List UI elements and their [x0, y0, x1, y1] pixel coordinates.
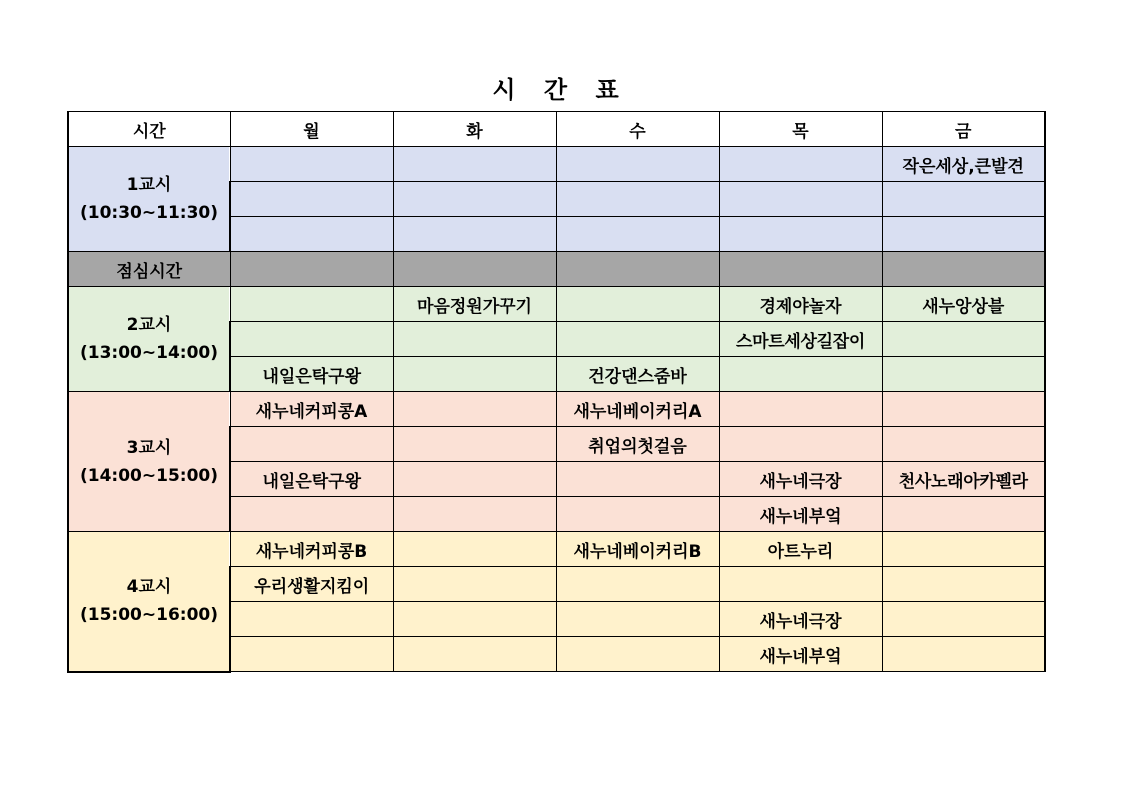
page-title: 시 간 표 — [492, 76, 629, 104]
cell: 새누앙상블 — [882, 287, 1045, 322]
lunch-row — [68, 252, 1045, 287]
cell — [230, 182, 393, 217]
cell: 새누네부엌 — [719, 637, 882, 672]
cell: 건강댄스줌바 — [556, 357, 719, 392]
period-name: 2교시 — [126, 315, 172, 335]
cell — [230, 252, 393, 287]
cell — [393, 322, 556, 357]
cell — [556, 567, 719, 602]
cell — [719, 252, 882, 287]
period1-row-1 — [68, 147, 1045, 182]
cell — [719, 567, 882, 602]
cell — [719, 427, 882, 462]
cell — [882, 217, 1045, 252]
cell — [393, 637, 556, 672]
cell: 경제야놀자 — [719, 287, 882, 322]
cell — [230, 497, 393, 532]
cell — [230, 287, 393, 322]
cell — [556, 217, 719, 252]
cell: 새누네베이커리A — [556, 392, 719, 427]
period-time: (10:30~11:30) — [79, 203, 218, 223]
period2-label — [68, 287, 230, 392]
cell: 새누네극장 — [719, 462, 882, 497]
cell — [556, 637, 719, 672]
period3-label — [68, 392, 230, 532]
cell — [393, 532, 556, 567]
cell — [393, 252, 556, 287]
cell — [556, 602, 719, 637]
cell — [882, 322, 1045, 357]
cell — [556, 182, 719, 217]
cell: 새누네베이커리B — [556, 532, 719, 567]
cell — [393, 357, 556, 392]
header-fri: 금 — [882, 112, 1045, 147]
cell: 내일은탁구왕 — [230, 462, 393, 497]
cell — [719, 217, 882, 252]
cell — [882, 427, 1045, 462]
cell: 천사노래아카펠라 — [882, 462, 1045, 497]
period-name: 3교시 — [126, 437, 172, 458]
cell — [882, 252, 1045, 287]
period-time: (14:00~15:00) — [79, 465, 218, 486]
cell — [393, 497, 556, 532]
cell — [719, 392, 882, 427]
cell — [393, 462, 556, 497]
cell: 새누네커피콩B — [230, 532, 393, 567]
cell — [882, 532, 1045, 567]
cell — [393, 217, 556, 252]
cell — [882, 497, 1045, 532]
cell — [882, 182, 1045, 217]
header-wed: 수 — [556, 112, 719, 147]
cell — [882, 637, 1045, 672]
cell — [719, 182, 882, 217]
cell: 새누네극장 — [719, 602, 882, 637]
period1-label — [68, 147, 230, 252]
period4-label — [68, 532, 230, 672]
cell — [556, 462, 719, 497]
period-time: (13:00~14:00) — [79, 343, 218, 363]
header-tue: 화 — [393, 112, 556, 147]
cell — [882, 602, 1045, 637]
cell — [230, 217, 393, 252]
period2-row-1 — [68, 287, 1045, 322]
cell — [230, 147, 393, 182]
header-time: 시간 — [68, 112, 230, 147]
period-name: 1교시 — [126, 175, 172, 195]
cell — [393, 182, 556, 217]
cell — [230, 637, 393, 672]
period-time: (15:00~16:00) — [79, 605, 218, 626]
cell — [230, 427, 393, 462]
cell: 새누네부엌 — [719, 497, 882, 532]
timetable — [67, 111, 1046, 673]
cell — [393, 427, 556, 462]
cell: 스마트세상길잡이 — [719, 322, 882, 357]
cell — [393, 147, 556, 182]
cell — [556, 287, 719, 322]
header-row — [68, 112, 1045, 147]
cell — [882, 357, 1045, 392]
cell: 작은세상,큰발견 — [882, 147, 1045, 182]
cell — [230, 602, 393, 637]
cell — [556, 497, 719, 532]
cell — [393, 567, 556, 602]
cell — [393, 392, 556, 427]
cell: 취업의첫걸음 — [556, 427, 719, 462]
cell — [719, 147, 882, 182]
cell — [556, 147, 719, 182]
period-name: 4교시 — [126, 577, 172, 598]
cell: 새누네커피콩A — [230, 392, 393, 427]
cell — [230, 322, 393, 357]
cell: 우리생활지킴이 — [230, 567, 393, 602]
cell: 아트누리 — [719, 532, 882, 567]
cell — [719, 357, 882, 392]
period3-row-1 — [68, 392, 1045, 427]
cell — [393, 602, 556, 637]
cell — [882, 567, 1045, 602]
period4-row-1 — [68, 532, 1045, 567]
cell — [556, 252, 719, 287]
lunch-label: 점심시간 — [68, 252, 230, 287]
cell — [882, 392, 1045, 427]
cell: 내일은탁구왕 — [230, 357, 393, 392]
header-thu: 목 — [719, 112, 882, 147]
header-mon: 월 — [230, 112, 393, 147]
cell: 마음정원가꾸기 — [393, 287, 556, 322]
cell — [556, 322, 719, 357]
